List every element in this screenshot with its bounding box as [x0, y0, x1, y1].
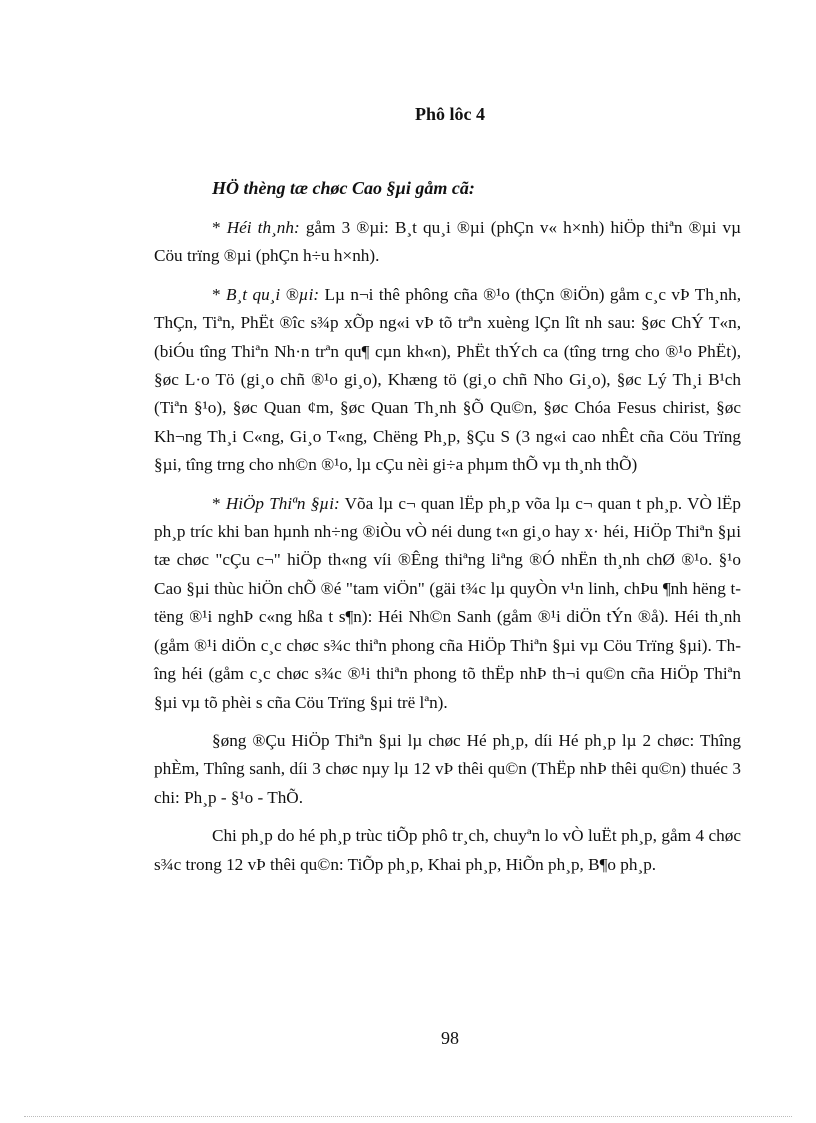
paragraph-hiep-thien-dai: * HiÖp Thiªn §µi: Võa lµ c¬ quan lËp ph¸p võa lµ c¬ quan t ph¸p. VÒ lËp ph¸p tríc khi ban hµnh nh÷ng ®iÒu vÒ néi dung t«n gi¸o hay x· héi, HiÖp Thiªn §µi tæ chøc "cÇu c¬" hiÖp th«ng víi ®Êng thiªng liªng ®Ó nhËn th¸nh chØ ®¹o. §¹o Cao §µi thùc hiÖn chÕ ®é "tam viÖn" (gäi t¾c lµ quyÒn v¹n linh, chÞu ¶nh hëng t tëng ®¹i nghÞ c«ng hßa t s¶n): Héi Nh©n Sanh (gåm ®¹i diÖn tÝn ®å). Héi th¸nh (gåm ®¹i diÖn c¸c chøc s¾c thiªn phong cña HiÖp Thiªn §µi vµ Cöu Trïng §µi). Thîng héi (gåm c¸c chøc s¾c ®¹i thiªn phong tõ thËp nhÞ th¬i qu©n cña HiÖp Thiªn §µi vµ tõ phèi s cña Cöu Trïng §µi trë lªn). — [154, 493, 742, 712]
paragraph-chi-phap: Chi ph¸p do hé ph¸p trùc tiÕp phô tr¸ch, chuyªn lo vÒ luËt ph¸p, gåm 4 chøc s¾c trong 12 vÞ thêi qu©n: TiÕp ph¸p, Khai ph¸p, HiÕn ph¸p, B¶o ph¸p. — [154, 826, 741, 874]
paragraph-ho-phap: §øng ®Çu HiÖp Thiªn §µi lµ chøc Hé ph¸p, díi Hé ph¸p lµ 2 chøc: Thîng phÈm, Thîng sanh, díi 3 chøc nµy lµ 12 vÞ thêi qu©n (ThËp nhÞ thêi qu©n) thuéc 3 chi: Ph¸p - §¹o - ThÕ. — [154, 730, 741, 807]
term-label: Héi th¸nh: — [226, 218, 300, 237]
body-text — [154, 214, 741, 889]
footer-divider — [24, 1116, 792, 1117]
paragraph-bat-quai-dai: * B¸t qu¸i ®µi: Lµ n¬i thê phông cña ®¹o (thÇn ®iÖn) gåm c¸c vÞ Th¸nh, ThÇn, Tiªn, PhËt ®îc s¾p xÕp ng«i vÞ tõ trªn xuèng lÇn lît nh sau: §øc ChÝ T«n, (biÓu tîng Thiªn Nh·n trªn qu¶ cµn kh«n), PhËt thÝch ca (tîng trng cho ®¹o PhËt), §øc L·o Tö (gi¸o chñ ®¹o gi¸o), Khæng tö (gi¸o chñ Nho Gi¸o), §øc Lý Th¸i B¹ch (Tiªn §¹o), §øc Quan ¢m, §øc Quan Th¸nh §Õ Qu©n, §øc Chóa Fesus chirist, §øc Kh¬ng Th¸i C«ng, Gi¸o T«ng, Chëng Ph¸p, §Çu S (3 ng«i cao nhÊt cña Cöu Trïng §µi, tîng trng cho nh©n ®¹o, lµ cÇu nèi gi÷a phµm thÕ vµ th¸nh thÕ) — [154, 284, 741, 475]
term-label: B¸t qu¸i ®µi: — [226, 284, 320, 304]
paragraph-hoi-thanh: * Héi th¸nh: gåm 3 ®µi: B¸t qu¸i ®µi (phÇn v« h×nh) hiÖp thiªn ®µi vµ Cöu trïng ®µi (phÇn h÷u h×nh). — [154, 218, 742, 266]
appendix-heading: Phô lôc 4 — [415, 104, 485, 124]
page-number: 98 — [441, 1028, 459, 1048]
section-subheading: HÖ thèng tæ chøc Cao §µi gåm cã: — [212, 178, 475, 198]
term-label: HiÖp Thiªn §µi: — [225, 493, 340, 513]
